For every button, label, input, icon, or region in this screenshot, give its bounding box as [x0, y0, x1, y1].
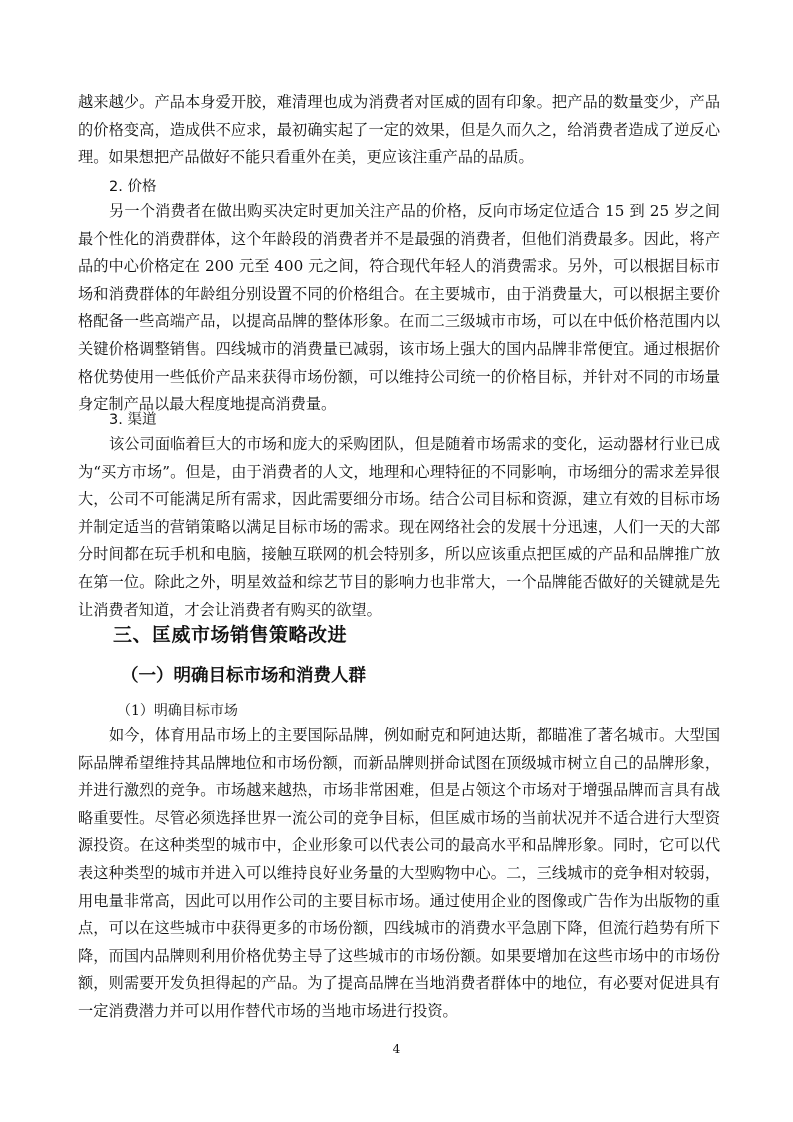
- heading-channel: 3. 渠道: [109, 412, 157, 428]
- section-heading: 三、匡威市场销售策略改进: [113, 624, 348, 646]
- paragraph-price: 另一个消费者在做出购买决定时更加关注产品的价格，反向市场定位适合 15 到 25 岁之间最个性化的消费群体，这个年龄段的消费者并不是最强的消费者，但他们消费最多。因此，将产品的中心价格定在 200 元至 400 元之间，符合现代年轻人的消费需求。另外，可以根据目标市场和消费群体的年龄组分别设置不同的价格组合。在主要城市，由于消费量大，可以根据主要价格配备一些高端产品，以提高品牌的整体形象。在而二三级城市市场，可以在中低价格范围内以关键价格调整销售。四线城市的消费量已减弱，该市场上强大的国内品牌非常便宜。通过根据价格优势使用一些低价产品来获得市场份额，可以维持公司统一的价格目标，并针对不同的市场量身定制产品以最大程度地提高消费量。: [78, 202, 720, 414]
- item-heading: （1）明确目标市场: [117, 703, 238, 719]
- paragraph-channel: 该公司面临着巨大的市场和庞大的采购团队，但是随着市场需求的变化，运动器材行业已成为“买方市场”。但是，由于消费者的人文，地理和心理特征的不同影响，市场细分的需求差异很大，公司不可能满足所有需求，因此需要细分市场。结合公司目标和资源，建立有效的目标市场并制定适当的营销策略以满足目标市场的需求。现在网络社会的发展十分迅速，人们一天的大部分时间都在玩手机和电脑，接触互联网的机会特别多，所以应该重点把匡威的产品和品牌推广放在第一位。除此之外，明星效益和综艺节目的影响力也非常大，一个品牌能否做好的关键就是先让消费者知道，才会让消费者有购买的欲望。: [78, 435, 720, 619]
- subsection-heading: （一）明确目标市场和消费人群: [121, 666, 366, 686]
- page-number: 4: [392, 1042, 401, 1056]
- heading-price: 2. 价格: [109, 179, 157, 195]
- paragraph-target-market: 如今，体育用品市场上的主要国际品牌，例如耐克和阿迪达斯，都瞄准了著名城市。大型国际品牌希望维持其品牌地位和市场份额，而新品牌则拼命试图在顶级城市树立自己的品牌形象，并进行激烈的竞争。市场越来越热，市场非常困难，但是占领这个市场对于增强品牌而言具有战略重要性。尽管必须选择世界一流公司的竞争目标，但匡威市场的当前状况并不适合进行大型资源投资。在这种类型的城市中，企业形象可以代表公司的最高水平和品牌形象。同时，它可以代表这种类型的城市并进入可以维持良好业务量的大型购物中心。二，三线城市的竞争相对较弱，用电量非常高，因此可以用作公司的主要目标市场。通过使用企业的图像或广告作为出版物的重点，可以在这些城市中获得更多的市场份额，四线城市的消费水平急剧下降，但流行趋势有所下降，而国内品牌则利用价格优势主导了这些城市的市场份额。如果要增加在这些市场中的市场份额，则需要开发负担得起的产品。为了提高品牌在当地消费者群体中的地位，有必要对促进具有一定消费潜力并可以用作替代市场的当地市场进行投资。: [78, 726, 720, 1020]
- paragraph-product-quality: 越来越少。产品本身爱开胶，难清理也成为消费者对匡威的固有印象。把产品的数量变少，产品的价格变高，造成供不应求，最初确实起了一定的效果，但是久而久之，给消费者造成了逆反心理。如果想把产品做好不能只看重外在美，更应该注重产品的品质。: [78, 93, 720, 167]
